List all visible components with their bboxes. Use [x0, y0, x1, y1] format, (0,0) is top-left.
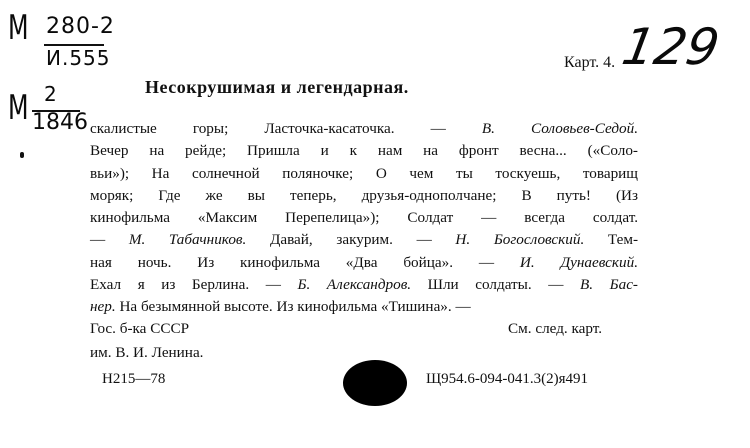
body-text-segment: Ехал я из Берлина. —	[90, 276, 298, 294]
shelf-letter-1: М	[8, 8, 29, 48]
body-text-segment: Вечер на рейде; Пришла и к нам на фронт весна... («Соло-	[90, 142, 638, 160]
body-line	[90, 185, 638, 207]
author-name: В. Соловьев-Седой.	[481, 120, 638, 137]
body-text-segment: Давай, закурим. —	[246, 231, 456, 249]
body-text-segment: На безымянной высоте. Из кинофильма «Тишина». —	[115, 298, 471, 316]
body-text-segment: скалистые горы; Ласточка-касаточка. —	[90, 120, 482, 137]
order-code: Н215—78	[102, 371, 166, 387]
author-name: И. Дунаевский.	[519, 253, 638, 271]
body-line	[90, 118, 638, 140]
ink-mark	[20, 152, 24, 158]
body-text-segment: кинофильма «Максим Перепелица»); Солдат — всегда солдат.	[90, 209, 638, 227]
body-line	[90, 252, 638, 274]
body-text-segment: Тем-	[584, 231, 639, 249]
card-body	[90, 118, 638, 319]
handwritten-page-number: 129	[617, 18, 724, 76]
author-name: Б. Александров.	[297, 276, 412, 294]
author-name: нер.	[90, 298, 116, 316]
body-text-segment: —	[90, 231, 129, 249]
classification-code: Щ954.6-094-041.3(2)я491	[426, 371, 589, 387]
shelf-code-1: 280-2	[46, 14, 115, 39]
body-text-segment: ная ночь. Из кинофильма «Два бойца». —	[90, 253, 520, 271]
body-line	[90, 229, 638, 251]
body-text-segment: моряк; Где же вы теперь, друзья-однополчане; В путь! (Из	[90, 186, 638, 204]
author-name: Н. Богословский.	[455, 231, 585, 249]
body-text-segment: вьи»); На солнечной поляночке; О чем ты тоскуешь, товарищ	[90, 164, 638, 182]
body-line	[90, 163, 638, 185]
body-line	[90, 274, 638, 296]
author-name: В. Бас-	[580, 276, 638, 294]
body-line	[90, 140, 638, 162]
shelf-code-3: 2	[44, 82, 57, 106]
card-title: Несокрушимая и легендарная.	[145, 77, 409, 97]
shelf-code-4: 1846	[32, 110, 88, 135]
body-line	[90, 296, 638, 318]
author-name: М. Табачников.	[128, 231, 247, 249]
see-next-card: См. след. карт.	[508, 320, 603, 337]
card-punch-hole	[343, 360, 407, 406]
shelf-code-2: И.555	[46, 46, 111, 70]
publisher-line-1: Гос. б-ка СССР	[90, 320, 190, 337]
shelf-letter-2: М	[8, 88, 29, 128]
body-line	[90, 207, 638, 229]
body-text-segment: Шли солдаты. —	[411, 276, 580, 294]
card-number: Карт. 4.	[564, 54, 616, 71]
publisher-line-2: им. В. И. Ленина.	[90, 344, 204, 361]
